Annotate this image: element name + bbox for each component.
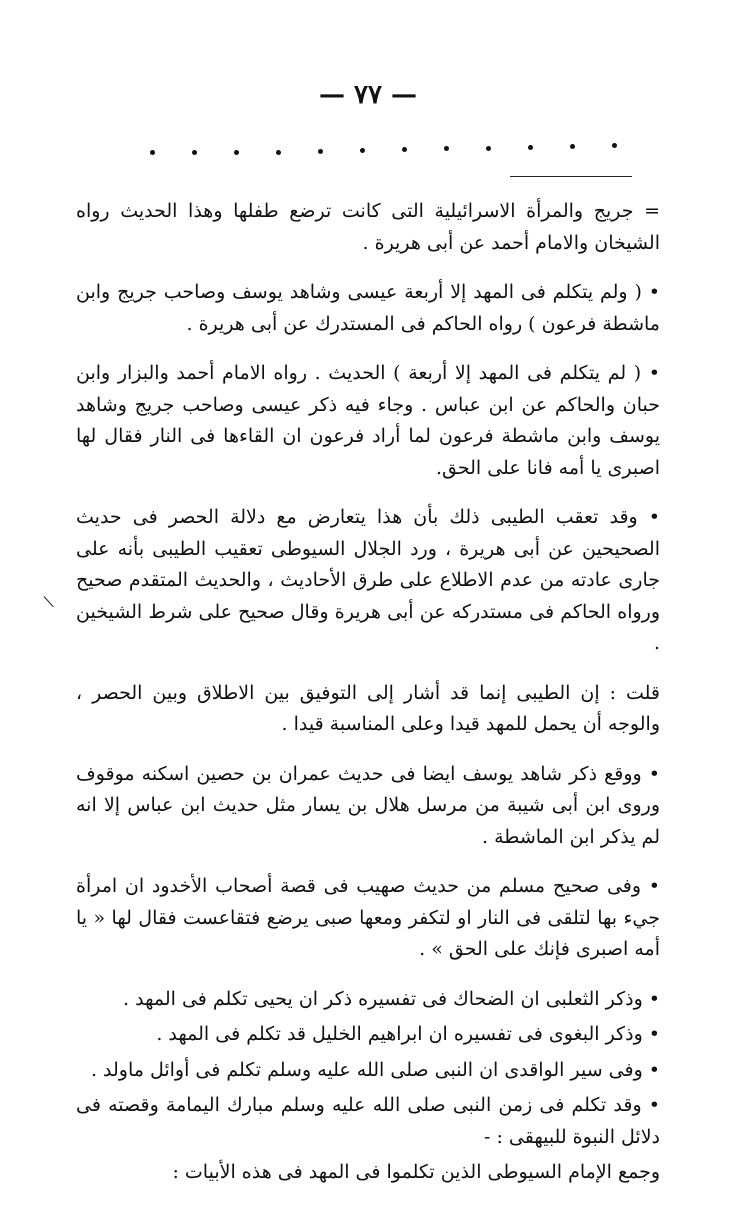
dot — [528, 145, 533, 150]
dot — [402, 147, 407, 152]
page-number: — ٧٧ — — [318, 80, 418, 110]
paragraph: = جريج والمرأة الاسرائيلية التى كانت ترضع طفلها وهذا الحديث رواه الشيخان والامام أحمد عن أبى هريرة . — [76, 200, 660, 254]
dots-divider — [150, 138, 636, 158]
margin-mark — [44, 596, 54, 607]
text-body — [76, 196, 660, 1207]
paragraph: • ووقع ذكر شاهد يوسف ايضا فى حديث عمران بن حصين اسكنه موقوف وروى ابن أبى شيبة من مرسل هلال بن يسار مثل حديث ابن عباس إلا انه لم يذكر ابن الماشطة . — [76, 762, 660, 848]
paragraph: • وفى صحيح مسلم من حديث صهيب فى قصة أصحاب الأخدود ان امرأة جيء بها لتلقى فى النار او لتكفر ومعها صبى يرضع فتقاعست فقال لها « يا أمه اصبرى فإنك على الحق » . — [76, 875, 660, 960]
dot — [486, 146, 491, 151]
dot — [150, 150, 155, 155]
paragraph: • وذكر الثعلبى ان الضحاك فى تفسيره ذكر ان يحيى تكلم فى المهد . — [123, 987, 660, 1010]
dot — [612, 143, 617, 148]
paragraph: قلت : إن الطيبى إنما قد أشار إلى التوفيق بين الاطلاق وبين الحصر ، والوجه أن يحمل للمهد قيدا وعلى المناسبة قيدا . — [76, 681, 660, 735]
footnote-separator — [510, 176, 632, 177]
paragraph: • وقد تكلم فى زمن النبى صلى الله عليه وسلم مبارك اليمامة وقصته فى دلائل النبوة للبيهقى : - — [76, 1094, 660, 1148]
paragraph: • ( ولم يتكلم فى المهد إلا أربعة عيسى وشاهد يوسف وصاحب جريج وابن ماشطة فرعون ) رواه الحاكم فى المستدرك عن أبى هريرة . — [76, 281, 660, 335]
dot — [570, 144, 575, 149]
dot — [318, 149, 323, 154]
dot — [444, 146, 449, 151]
paragraph: • ( لم يتكلم فى المهد إلا أربعة ) الحديث . رواه الامام أحمد والبزار وابن حبان والحاكم عن ابن عباس . وجاء فيه ذكر عيسى وصاحب جريج وشاهد يوسف وابن ماشطة فرعون لما أراد فرعون ان القاءها فى النار فقال لها اصبرى يا أمه فانا على الحق. — [76, 362, 660, 479]
paragraph: وجمع الإمام السيوطى الذين تكلموا فى المهد فى هذه الأبيات : — [172, 1161, 660, 1183]
dot — [276, 150, 281, 155]
paragraph: • وفى سير الواقدى ان النبى صلى الله عليه وسلم تكلم فى أوائل ماولد . — [90, 1058, 660, 1081]
dot — [360, 148, 365, 153]
paragraph: • وقد تعقب الطيبى ذلك بأن هذا يتعارض مع دلالة الحصر فى حديث الصحيحين عن أبى هريرة ، ورد الجلال السيوطى تعقيب الطيبى بأنه على جارى عادته من عدم الاطلاع على طرق الأحاديث ، والحديث المتقدم صحيح ورواه الحاكم فى مستدركه عن أبى هريرة وقال صحيح على شرط الشيخين . — [76, 506, 660, 654]
dot — [192, 150, 197, 155]
paragraph: • وذكر البغوى فى تفسيره ان ابراهيم الخليل قد تكلم فى المهد . — [156, 1023, 660, 1045]
dot — [234, 150, 239, 155]
